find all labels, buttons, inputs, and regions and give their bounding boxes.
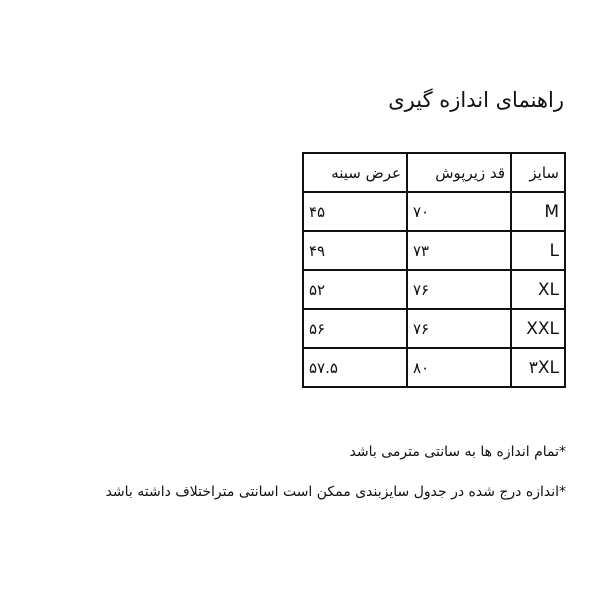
table-row xyxy=(303,348,565,387)
table-row xyxy=(303,192,565,231)
note-tolerance: *اندازه درج شده در جدول سایزبندی ممکن است اسانتی متراختلاف داشته باشد xyxy=(105,484,566,500)
chest-cell: ۵۶ xyxy=(303,309,407,348)
chest-cell: ۴۵ xyxy=(303,192,407,231)
size-cell: ۳XL xyxy=(511,348,565,387)
length-cell: ۷۶ xyxy=(407,270,511,309)
size-cell: XL xyxy=(511,270,565,309)
chest-cell: ۵۲ xyxy=(303,270,407,309)
header-length: قد زیرپوش xyxy=(407,153,511,192)
header-chest: عرض سینه xyxy=(303,153,407,192)
table-row xyxy=(303,270,565,309)
table-header-row xyxy=(303,153,565,192)
page-title: راهنمای اندازه گیری xyxy=(388,88,564,112)
header-size: سایز xyxy=(511,153,565,192)
table-row xyxy=(303,309,565,348)
size-cell: XXL xyxy=(511,309,565,348)
length-cell: ۷۳ xyxy=(407,231,511,270)
length-cell: ۷۶ xyxy=(407,309,511,348)
size-cell: M xyxy=(511,192,565,231)
size-table xyxy=(302,152,566,388)
table-row xyxy=(303,231,565,270)
note-units: *تمام اندازه ها به سانتی مترمی باشد xyxy=(349,444,566,460)
length-cell: ۸۰ xyxy=(407,348,511,387)
chest-cell: ۵۷.۵ xyxy=(303,348,407,387)
length-cell: ۷۰ xyxy=(407,192,511,231)
chest-cell: ۴۹ xyxy=(303,231,407,270)
size-cell: L xyxy=(511,231,565,270)
